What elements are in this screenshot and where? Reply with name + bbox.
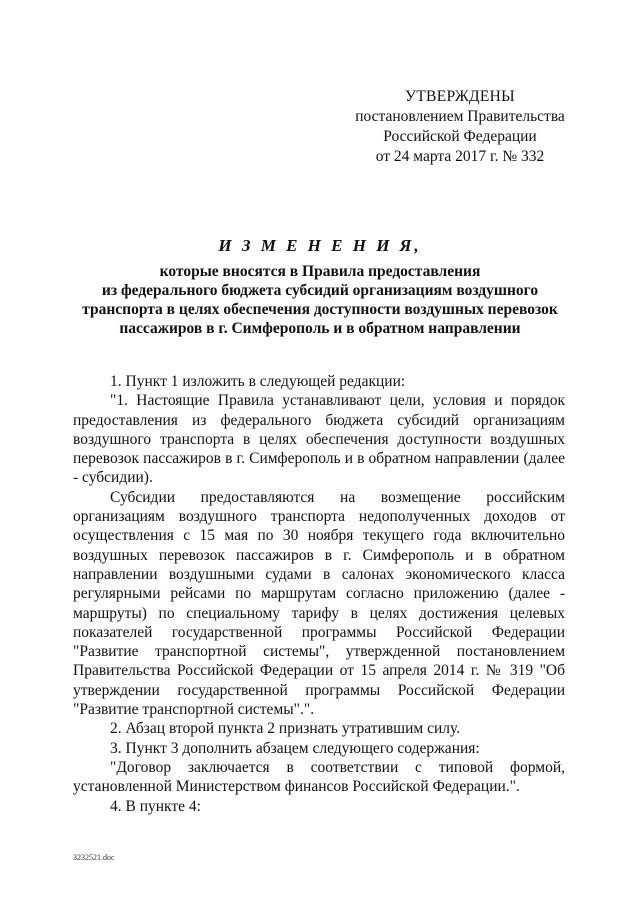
paragraph: 4. В пункте 4: bbox=[110, 797, 201, 815]
paragraph: 1. Пункт 1 изложить в следующей редакции: bbox=[110, 373, 406, 390]
approval-line-3: от 24 марта 2017 г. № 332 bbox=[375, 148, 545, 165]
paragraph: Субсидии предоставляются на возмещение российским организациям воздушного транспорта недополученных доходов от осуществления с 15 мая по 30 ноября текущего года включительно воздушных перевозок пассажиров в г. Симферополь и в обратном направлении воздушными судами в салонах экономического класса регулярными рейсами по маршрутам согласно приложению (далее - маршруты) по специальному тарифу в целях достижения целевых показателей государственной программы Российской Федерации "Развитие транспортной системы", утвержденной постановлением Правительства Российской Федерации от 15 апреля 2014 г. № 319 "Об утверждении государственной программы Российской Федерации "Развитие транспортной системы".". bbox=[73, 488, 565, 719]
subtitle-line: из федерального бюджета субсидий организациям воздушного bbox=[101, 282, 539, 299]
subtitle-line: пассажиров в г. Симферополь и в обратном направлении bbox=[119, 320, 521, 337]
document-title: И З М Е Н Е Н И Я, bbox=[218, 236, 422, 255]
document-file-id: 3232521.doc bbox=[73, 853, 115, 862]
paragraph: 2. Абзац второй пункта 2 признать утратившим силу. bbox=[110, 720, 461, 738]
approval-line-2: Российской Федерации bbox=[383, 128, 537, 145]
approval-stamp: УТВЕРЖДЕНЫ bbox=[405, 88, 515, 105]
document-body bbox=[73, 372, 565, 816]
paragraph: 3. Пункт 3 дополнить абзацем следующего содержания: bbox=[110, 739, 480, 757]
approval-line-1: постановлением Правительства bbox=[355, 108, 565, 125]
document-subtitle bbox=[70, 262, 570, 338]
paragraph: "Договор заключается в соответствии с типовой формой, установленной Министерством финансов Российской Федерации.". bbox=[73, 758, 565, 796]
subtitle-line: которые вносятся в Правила предоставления bbox=[159, 263, 481, 280]
subtitle-line: транспорта в целях обеспечения доступности воздушных перевозок bbox=[82, 301, 558, 318]
paragraph: "1. Настоящие Правила устанавливают цели, условия и порядок предоставления из федерального бюджета субсидий организациям воздушного транспорта в целях обеспечения доступности воздушных перевозок пассажиров в г. Симферополь и в обратном направлении (далее - субсидии). bbox=[73, 392, 565, 487]
approval-block bbox=[330, 87, 590, 167]
